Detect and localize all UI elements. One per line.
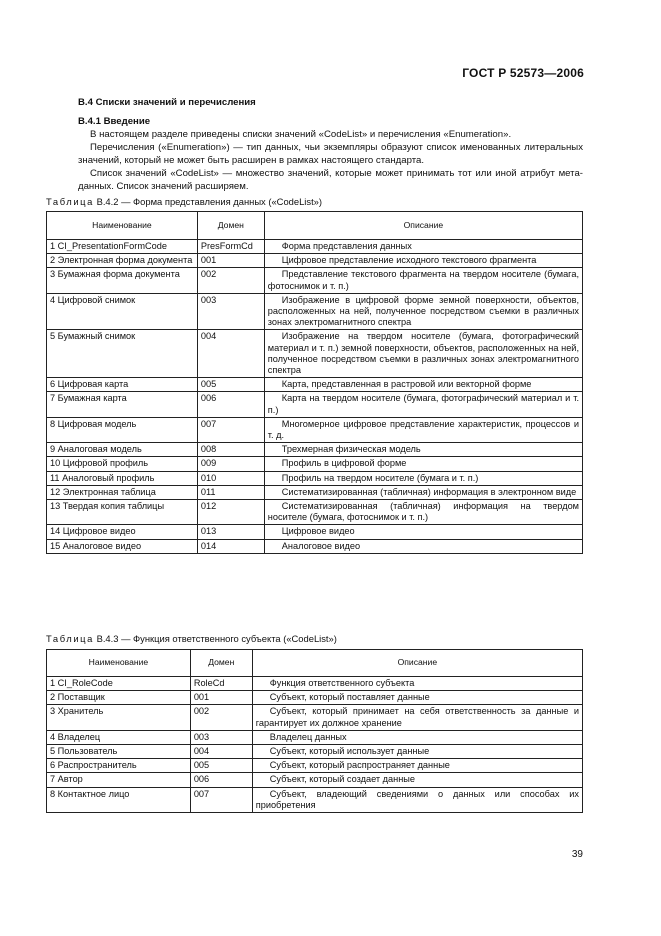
cell-name: 8 Цифровая модель [47, 417, 198, 442]
cell-name: 6 Цифровая карта [47, 378, 198, 392]
paragraph: В настоящем разделе приведены списки значений «CodeList» и перечисления «Enumeration». [90, 129, 512, 140]
cell-description: Субъект, владеющий сведениями о данных или способах их приобретения [252, 787, 582, 812]
cell-domain: 001 [190, 691, 252, 705]
cell-domain: 009 [197, 457, 264, 471]
column-header: Описание [264, 212, 582, 240]
cell-name: 5 Пользователь [47, 745, 191, 759]
cell-domain: 008 [197, 443, 264, 457]
table-row [47, 240, 583, 254]
cell-name: 8 Контактное лицо [47, 787, 191, 812]
cell-name: 15 Аналоговое видео [47, 539, 198, 553]
table-row [47, 773, 583, 787]
table-row [47, 677, 583, 691]
table-row [47, 745, 583, 759]
cell-domain: 006 [190, 773, 252, 787]
cell-domain: 004 [190, 745, 252, 759]
table-row [47, 443, 583, 457]
caption-text: В.4.3 — Функция ответственного субъекта («CodeList») [96, 633, 337, 644]
cell-name: 14 Цифровое видео [47, 525, 198, 539]
cell-name: 5 Бумажный снимок [47, 330, 198, 378]
paragraph: Список значений «CodeList» — множество значений, которые может принимать тот или иной атрибут мета-данных. Список значений расширяем. [78, 168, 583, 192]
cell-domain: 011 [197, 485, 264, 499]
section-intro [78, 96, 583, 193]
cell-name: 4 Цифровой снимок [47, 293, 198, 330]
cell-description: Субъект, который принимает на себя ответственность за данные и гарантирует их должное хранение [252, 705, 582, 730]
cell-description: Карта на твердом носителе (бумага, фотографический материал и т. п.) [264, 392, 582, 417]
table2-caption [46, 633, 337, 644]
cell-domain: 001 [197, 254, 264, 268]
caption-text: В.4.2 — Форма представления данных («CodeList») [96, 196, 323, 207]
cell-description: Многомерное цифровое представление характеристик, процессов и т. д. [264, 417, 582, 442]
cell-domain: 002 [197, 268, 264, 293]
cell-name: 1 CI_RoleCode [47, 677, 191, 691]
cell-description: Систематизированная (табличная) информация на твердом носителе (бумага, фотоснимок и т. п.) [264, 500, 582, 525]
cell-domain: PresFormCd [197, 240, 264, 254]
cell-description: Аналоговое видео [264, 539, 582, 553]
table-row [47, 378, 583, 392]
cell-description: Субъект, который поставляет данные [252, 691, 582, 705]
page-number: 39 [571, 849, 583, 860]
cell-domain: 014 [197, 539, 264, 553]
cell-description: Профиль на твердом носителе (бумага и т. п.) [264, 471, 582, 485]
cell-domain: 004 [197, 330, 264, 378]
paragraph: Перечисления («Enumeration») — тип данных, чьи экземпляры образуют список именованных литеральных значений, который не может быть расширен в рамках настоящего стандарта. [78, 142, 583, 166]
table1-caption [46, 196, 322, 207]
cell-description: Субъект, который создает данные [252, 773, 582, 787]
column-header: Наименование [47, 212, 198, 240]
cell-name: 10 Цифровой профиль [47, 457, 198, 471]
table-row [47, 485, 583, 499]
cell-description: Карта, представленная в растровой или векторной форме [264, 378, 582, 392]
table-row [47, 500, 583, 525]
column-header: Домен [190, 650, 252, 677]
table-row [47, 705, 583, 730]
column-header: Наименование [47, 650, 191, 677]
table-row [47, 759, 583, 773]
table-row [47, 417, 583, 442]
cell-description: Систематизированная (табличная) информация в электронном виде [264, 485, 582, 499]
cell-domain: 007 [190, 787, 252, 812]
column-header: Описание [252, 650, 582, 677]
table-header-row [47, 650, 583, 677]
table-row [47, 730, 583, 744]
cell-domain: 006 [197, 392, 264, 417]
cell-domain: 013 [197, 525, 264, 539]
cell-description: Цифровое представление исходного текстового фрагмента [264, 254, 582, 268]
cell-domain: 012 [197, 500, 264, 525]
table-row [47, 787, 583, 812]
table-role-code [46, 649, 583, 813]
cell-description: Трехмерная физическая модель [264, 443, 582, 457]
cell-description: Субъект, который распространяет данные [252, 759, 582, 773]
cell-description: Цифровое видео [264, 525, 582, 539]
cell-name: 2 Электронная форма документа [47, 254, 198, 268]
cell-name: 6 Распространитель [47, 759, 191, 773]
table-row [47, 293, 583, 330]
cell-description: Изображение в цифровой форме земной поверхности, объектов, расположенных на ней, полученное посредством съемки в различных зонах электромагнитного спектра [264, 293, 582, 330]
cell-domain: 005 [190, 759, 252, 773]
cell-domain: 002 [190, 705, 252, 730]
cell-name: 11 Аналоговый профиль [47, 471, 198, 485]
table-row [47, 254, 583, 268]
cell-name: 7 Автор [47, 773, 191, 787]
cell-domain: 003 [197, 293, 264, 330]
section-title: В.4 Списки значений и перечисления [78, 97, 256, 108]
table-row [47, 392, 583, 417]
table-row [47, 457, 583, 471]
cell-domain: 007 [197, 417, 264, 442]
table-row [47, 691, 583, 705]
section-subtitle: В.4.1 Введение [78, 116, 151, 127]
cell-description: Владелец данных [252, 730, 582, 744]
cell-description: Представление текстового фрагмента на твердом носителе (бумага, фотоснимок и т. п.) [264, 268, 582, 293]
document-header: ГОСТ Р 52573—2006 [462, 66, 584, 80]
table-row [47, 525, 583, 539]
cell-name: 2 Поставщик [47, 691, 191, 705]
caption-prefix: Таблица [46, 633, 94, 644]
cell-description: Функция ответственного субъекта [252, 677, 582, 691]
cell-name: 13 Твердая копия таблицы [47, 500, 198, 525]
cell-description: Изображение на твердом носителе (бумага, фотографический материал и т. п.) земной поверхности, объектов, расположенных на ней, полученное посредством съемки в различных зонах электромагнитного спектра [264, 330, 582, 378]
caption-prefix: Таблица [46, 196, 94, 207]
cell-domain: 003 [190, 730, 252, 744]
table-header-row [47, 212, 583, 240]
cell-name: 9 Аналоговая модель [47, 443, 198, 457]
cell-name: 3 Хранитель [47, 705, 191, 730]
table-row [47, 268, 583, 293]
cell-name: 1 CI_PresentationFormCode [47, 240, 198, 254]
cell-name: 12 Электронная таблица [47, 485, 198, 499]
cell-name: 7 Бумажная карта [47, 392, 198, 417]
cell-name: 4 Владелец [47, 730, 191, 744]
table-row [47, 471, 583, 485]
column-header: Домен [197, 212, 264, 240]
cell-domain: RoleCd [190, 677, 252, 691]
cell-domain: 005 [197, 378, 264, 392]
cell-domain: 010 [197, 471, 264, 485]
cell-description: Профиль в цифровой форме [264, 457, 582, 471]
cell-description: Форма представления данных [264, 240, 582, 254]
cell-name: 3 Бумажная форма документа [47, 268, 198, 293]
table-row [47, 330, 583, 378]
cell-description: Субъект, который использует данные [252, 745, 582, 759]
table-presentation-form [46, 211, 583, 554]
table-row [47, 539, 583, 553]
